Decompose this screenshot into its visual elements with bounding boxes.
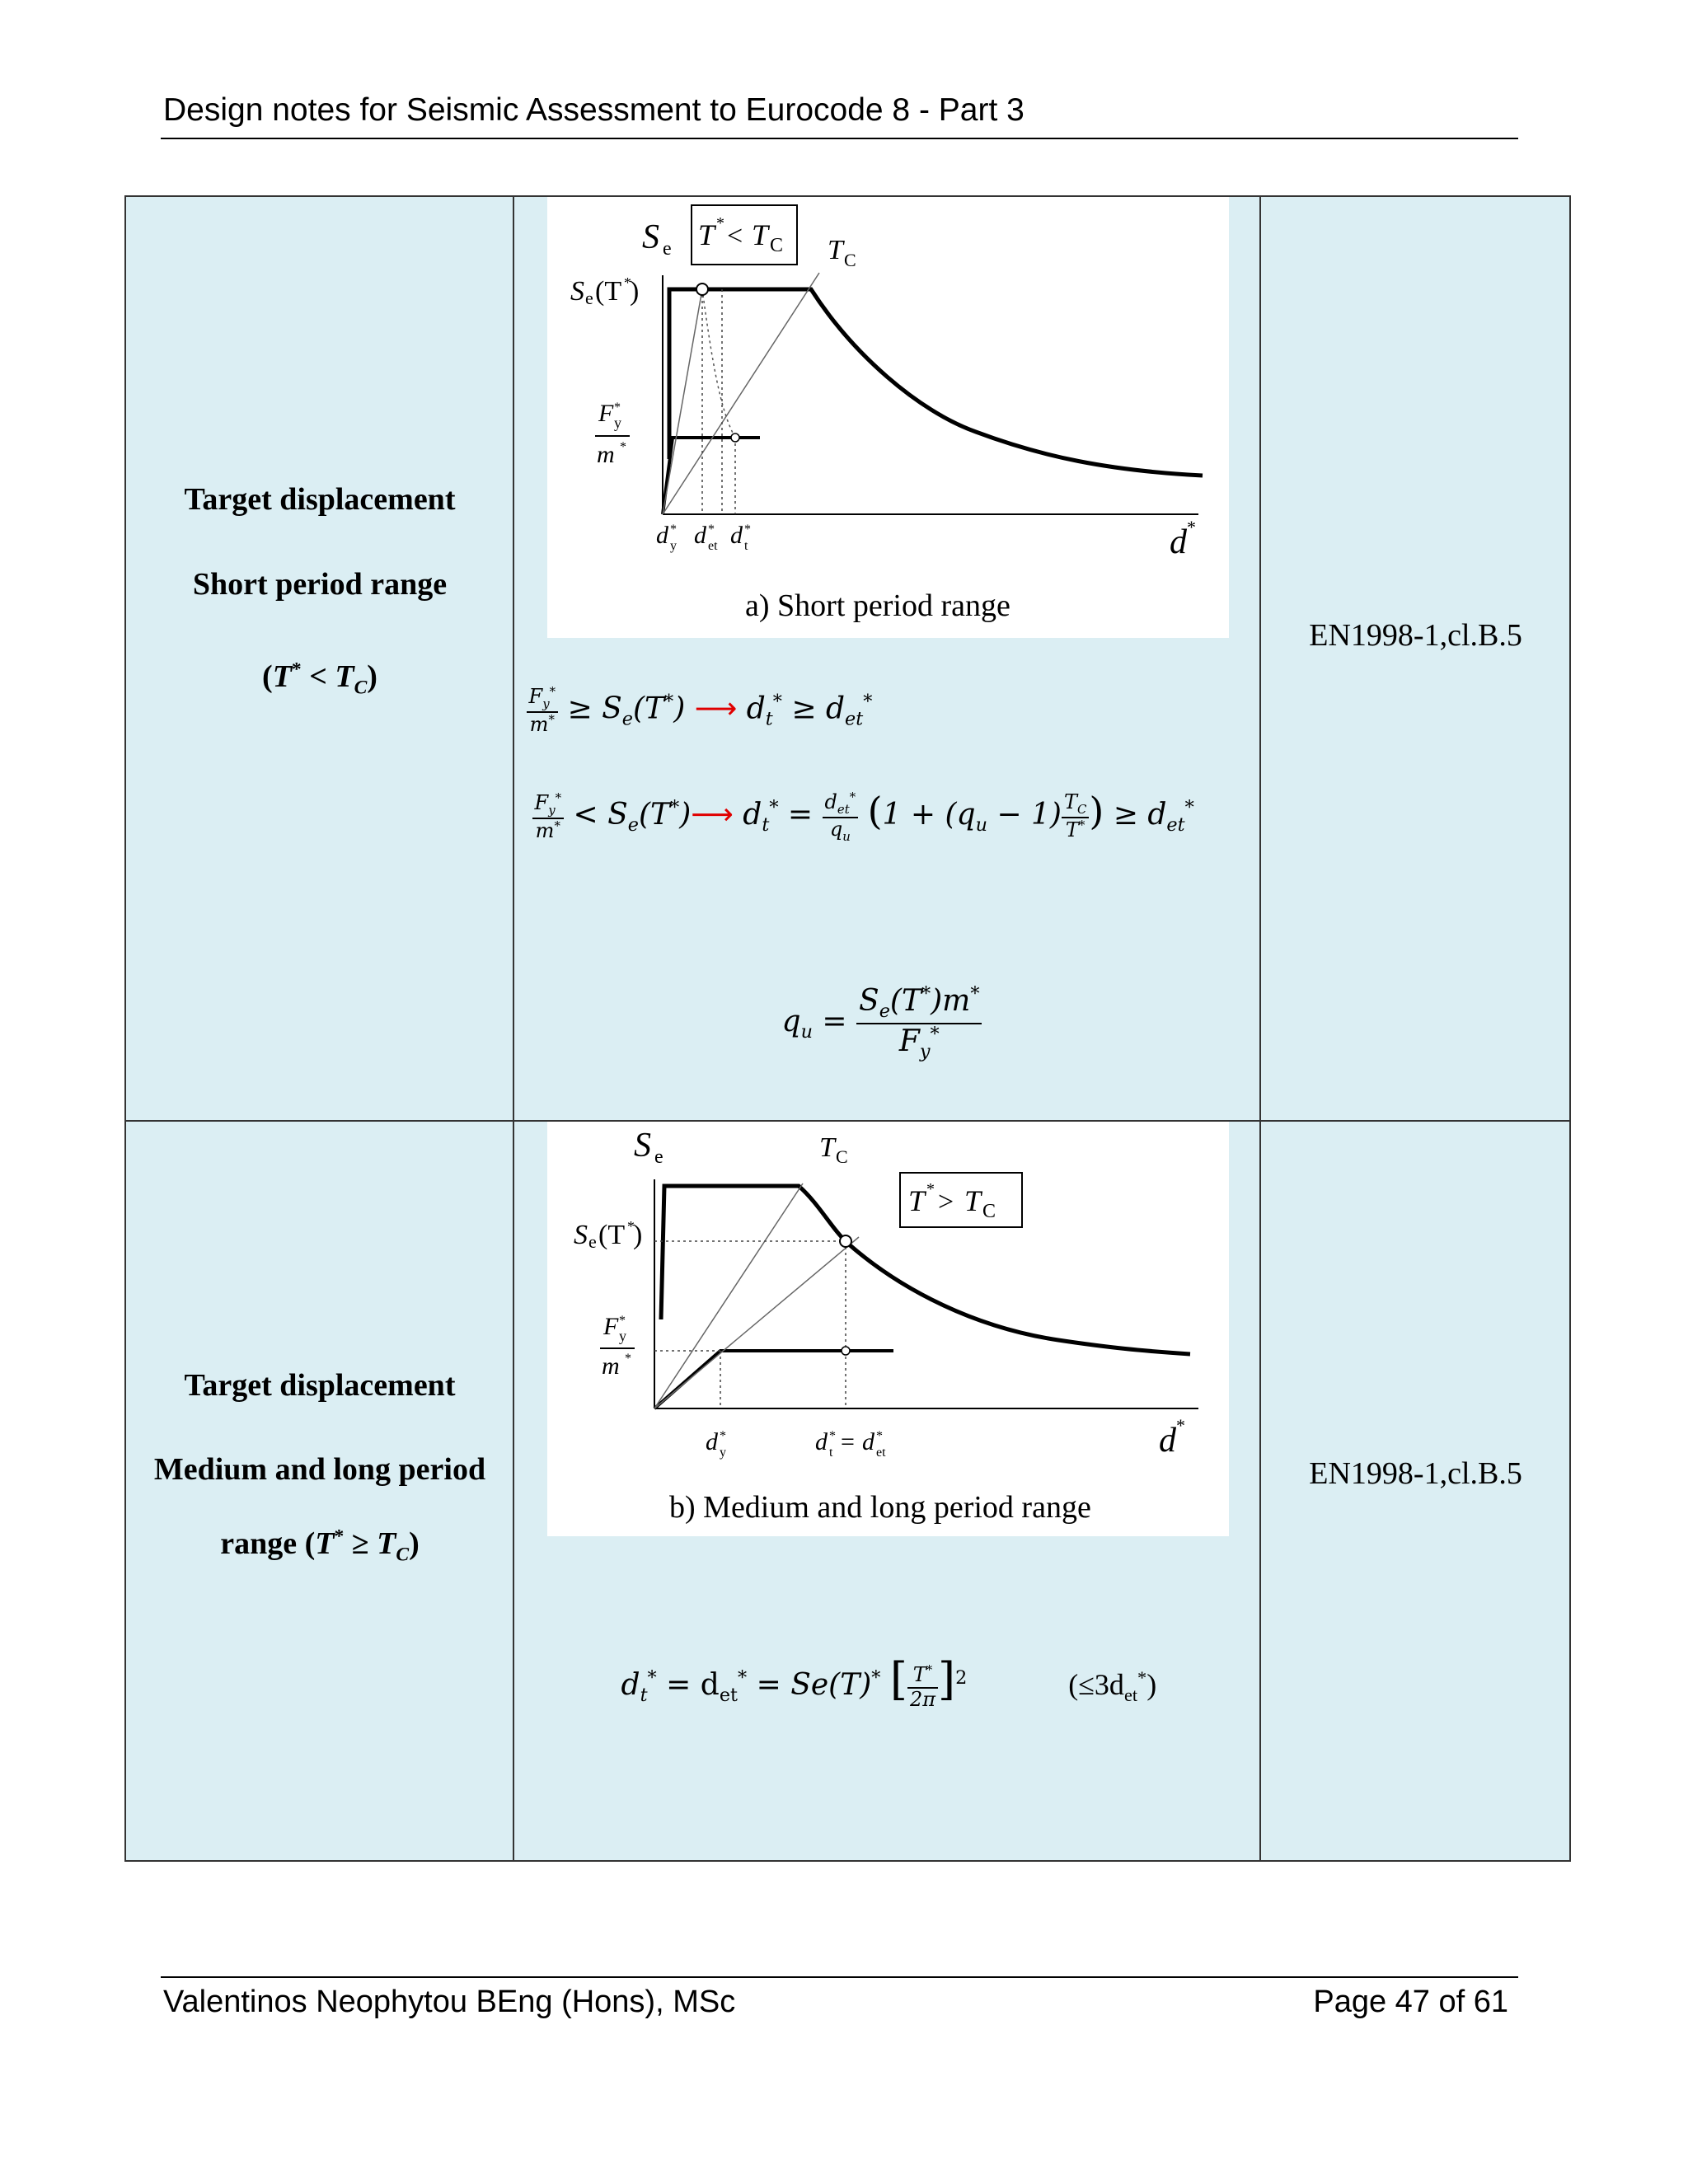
svg-text:S: S — [570, 276, 584, 307]
svg-text:*: * — [715, 214, 724, 232]
svg-text:y: y — [669, 539, 677, 553]
tstar-line — [654, 1237, 859, 1408]
svg-text:F: F — [598, 400, 613, 427]
short-period-figure — [547, 197, 1229, 638]
svg-text:d: d — [729, 522, 743, 549]
svg-text:): ) — [632, 1220, 642, 1250]
svg-text:(T: (T — [594, 276, 621, 307]
svg-text:e: e — [654, 1146, 663, 1168]
svg-text:(T: (T — [598, 1220, 625, 1250]
svg-text:T: T — [827, 235, 843, 265]
svg-text:T: T — [751, 218, 768, 251]
svg-text:*: * — [613, 401, 621, 415]
svg-text:T: T — [697, 218, 715, 251]
svg-text:>: > — [937, 1187, 954, 1217]
svg-text:*: * — [828, 1429, 836, 1443]
svg-text:*: * — [707, 523, 715, 537]
svg-text:*: * — [926, 1180, 935, 1198]
equation-condition-2: $\frac{F_y^*}{m^*}$ < $S_e(T^*)⟶$ $d_t^*$ = $\frac{d_{et}^*}{q_u}$ ($1 + (q_u - 1)$ $\frac{T_C}{T^*}$ ) ≥ $d_{et}^*$ — [532, 789, 1194, 843]
svg-text:<: < — [726, 221, 743, 251]
svg-text:T: T — [907, 1184, 925, 1217]
svg-text:et: et — [875, 1446, 886, 1460]
svg-text:C: C — [982, 1201, 996, 1222]
svg-text:*: * — [618, 1314, 626, 1328]
short-period-caption: a) Short period range — [744, 588, 1010, 623]
svg-text:d: d — [655, 522, 668, 549]
svg-text:T: T — [964, 1184, 981, 1217]
equation-target-displacement: $d_t^* = d_{et}^* = Se(T)^*$ [ $\frac{T^*}{2\pi}$ ]$^2$ $(\le 3d_{et}^*)$ — [621, 1653, 1157, 1711]
svg-text:et: et — [707, 539, 718, 553]
row1-label-condition: $(T^* < T_C)$ — [262, 658, 377, 699]
row2-label-title: Target displacement — [184, 1368, 456, 1403]
svg-text:*: * — [1175, 1415, 1185, 1436]
svg-text:*: * — [875, 1429, 883, 1443]
equation-qu: $q_u$ = $\frac{S_e(T^*)m^*}{F_y^*}$ — [782, 984, 982, 1063]
svg-text:): ) — [629, 276, 639, 307]
svg-text:t: t — [743, 539, 748, 553]
svg-text:*: * — [619, 440, 626, 454]
row1-label-subtitle: Short period range — [192, 567, 448, 602]
svg-text:*: * — [623, 274, 631, 291]
svg-text:T: T — [818, 1132, 835, 1163]
svg-text:S: S — [573, 1220, 588, 1250]
svg-text:C: C — [835, 1146, 848, 1167]
svg-text:t: t — [828, 1446, 832, 1460]
document-header-title: Design notes for Seismic Assessment to Eurocode 8 - Part 3 — [163, 92, 1025, 128]
svg-text:e: e — [588, 1231, 597, 1252]
row2-reference-cell — [1260, 1121, 1570, 1861]
capacity-curve — [663, 438, 760, 514]
table-row-medium-long-period — [125, 1121, 1570, 1861]
svg-text:y: y — [618, 1328, 626, 1344]
header-divider — [161, 138, 1518, 139]
svg-text:y: y — [719, 1446, 726, 1460]
row2-label-condition: range $(T^* \ge T_C)$ — [220, 1526, 420, 1566]
row1-reference: EN1998-1,cl.B.5 — [1309, 618, 1522, 653]
row2-reference: EN1998-1,cl.B.5 — [1309, 1456, 1522, 1491]
svg-text:*: * — [669, 523, 677, 537]
table-row-short-period — [125, 196, 1570, 1121]
svg-text:m: m — [601, 1352, 620, 1380]
equation-condition-1: $\frac{F_y^*}{m^*}$ ≥ $S_e(T^*)$ ⟶ $d_t^* \ge d_{et}^*$ — [527, 685, 873, 736]
svg-text:*: * — [1186, 517, 1196, 537]
tc-line — [663, 273, 819, 514]
svg-text:d: d — [814, 1428, 828, 1455]
svg-text:d: d — [1158, 1422, 1176, 1460]
svg-text:e: e — [584, 288, 593, 308]
svg-text:*: * — [719, 1429, 726, 1443]
row1-content-cell — [513, 196, 1260, 1121]
tc-line — [654, 1183, 803, 1408]
row1-reference-cell — [1260, 196, 1570, 1121]
row1-label-cell — [125, 196, 513, 1121]
row2-label-cell — [125, 1121, 513, 1861]
capacity-curve — [654, 1351, 893, 1408]
svg-text:d: d — [1169, 523, 1187, 561]
svg-text:d: d — [705, 1428, 718, 1455]
svg-text:d: d — [693, 522, 706, 549]
svg-text:m: m — [596, 441, 615, 468]
svg-text:y: y — [613, 415, 621, 431]
svg-text:C: C — [843, 250, 856, 270]
design-table — [124, 195, 1571, 1862]
svg-text:F: F — [603, 1313, 618, 1340]
svg-text:*: * — [624, 1352, 631, 1366]
svg-text:S: S — [641, 218, 659, 256]
short-period-diagram — [547, 197, 1229, 638]
spectrum-curve — [669, 289, 1203, 476]
svg-text:d: d — [861, 1428, 874, 1455]
svg-text:*: * — [743, 523, 751, 537]
row1-label-title: Target displacement — [184, 482, 456, 517]
medium-long-caption: b) Medium and long period range — [668, 1490, 1091, 1525]
row2-label-subtitle: Medium and long period — [153, 1452, 486, 1487]
row2-content-cell — [513, 1121, 1260, 1861]
svg-text:e: e — [662, 238, 672, 260]
medium-long-period-diagram — [547, 1122, 1229, 1536]
svg-text:*: * — [626, 1218, 635, 1235]
svg-text:C: C — [769, 235, 783, 256]
svg-text:S: S — [633, 1127, 651, 1165]
medium-long-period-figure — [547, 1122, 1229, 1536]
footer-divider — [161, 1976, 1518, 1978]
svg-text:=: = — [840, 1428, 855, 1455]
footer-author: Valentinos Neophytou BEng (Hons), MSc — [163, 1985, 736, 2019]
footer-page-number: Page 47 of 61 — [1313, 1985, 1508, 2019]
